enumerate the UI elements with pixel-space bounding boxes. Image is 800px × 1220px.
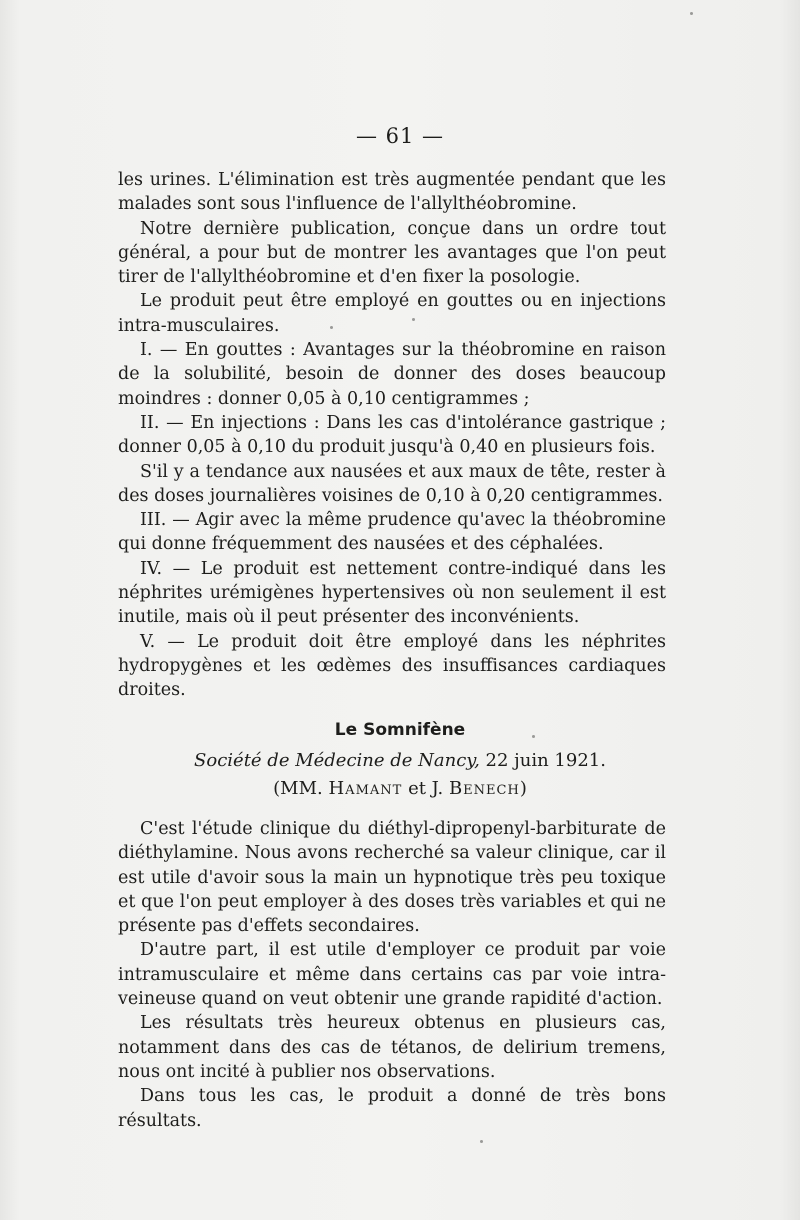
paper-speck bbox=[690, 12, 693, 15]
paragraph: V. — Le produit doit être employé dans les néphrites hydropygènes et les œdèmes des insuffisances cardiaques droites. bbox=[118, 631, 666, 701]
paragraph: D'autre part, il est utile d'employer ce produit par voie intramusculaire et même dans certains cas par voie intra-veineuse quand on veut obtenir une grande rapidité d'action. bbox=[118, 940, 666, 1010]
paragraph: Le produit peut être employé en gouttes ou en injections intra-musculaires. bbox=[118, 291, 666, 336]
paragraph: I. — En gouttes : Avantages sur la théobromine en raison de la solubilité, besoin de donner des doses beaucoup moindres : donner 0,05 à 0,10 centigrammes ; bbox=[118, 340, 666, 409]
authors-line bbox=[0, 778, 800, 799]
authors-open: (MM. bbox=[273, 778, 323, 799]
paragraph: C'est l'étude clinique du diéthyl-dipropenyl-barbiturate de diéthylamine. Nous avons recherché sa valeur clinique, car il est utile d'avoir sous la main un hypnotique très peu toxique et que l'on peut employer à des doses très variables et qui ne présente pas d'effets secondaires. bbox=[118, 819, 666, 937]
paragraph: Les résultats très heureux obtenus en plusieurs cas, notamment dans des cas de tétanos, de delirium tremens, nous ont incité à publier nos observations. bbox=[118, 1013, 666, 1082]
body-text-bottom bbox=[118, 817, 666, 1133]
society-line bbox=[0, 750, 800, 771]
paragraph: Dans tous les cas, le produit a donné de très bons résultats. bbox=[118, 1086, 666, 1131]
author-benech: Benech bbox=[448, 778, 520, 799]
paper-speck bbox=[412, 318, 415, 321]
paragraph: III. — Agir avec la même prudence qu'avec la théobromine qui donne fréquemment des nausées et des céphalées. bbox=[118, 510, 666, 555]
session-date: 22 juin 1921. bbox=[485, 750, 606, 771]
paragraph: Notre dernière publication, conçue dans un ordre tout général, a pour but de montrer les avantages que l'on peut tirer de l'allylthéobromine et d'en fixer la posologie. bbox=[118, 218, 666, 288]
paper-speck bbox=[480, 1140, 483, 1143]
author-hamant: Hamant bbox=[328, 778, 403, 799]
paragraph: les urines. L'élimination est très augmentée pendant que les malades sont sous l'influence de l'allylthéobromine. bbox=[118, 170, 666, 215]
paragraph: II. — En injections : Dans les cas d'intolérance gastrique ; donner 0,05 à 0,10 du produit jusqu'à 0,40 en plusieurs fois. bbox=[118, 412, 666, 458]
society-name: Société de Médecine de Nancy, bbox=[194, 750, 480, 771]
body-text-top bbox=[118, 168, 666, 703]
section-title: Le Somnifène bbox=[334, 720, 466, 740]
authors-close: ) bbox=[519, 778, 527, 799]
authors-and: et J. bbox=[408, 778, 444, 799]
paragraph: IV. — Le produit est nettement contre-indiqué dans les néphrites urémigènes hypertensives où non seulement il est inutile, mais où il peut présenter des inconvénients. bbox=[118, 558, 666, 628]
paragraph: S'il y a tendance aux nausées et aux maux de tête, rester à des doses journalières voisines de 0,10 à 0,20 centigrammes. bbox=[118, 461, 666, 506]
paper-speck bbox=[330, 326, 333, 329]
paper-speck bbox=[532, 735, 535, 738]
page-number: — 61 — bbox=[355, 124, 445, 148]
